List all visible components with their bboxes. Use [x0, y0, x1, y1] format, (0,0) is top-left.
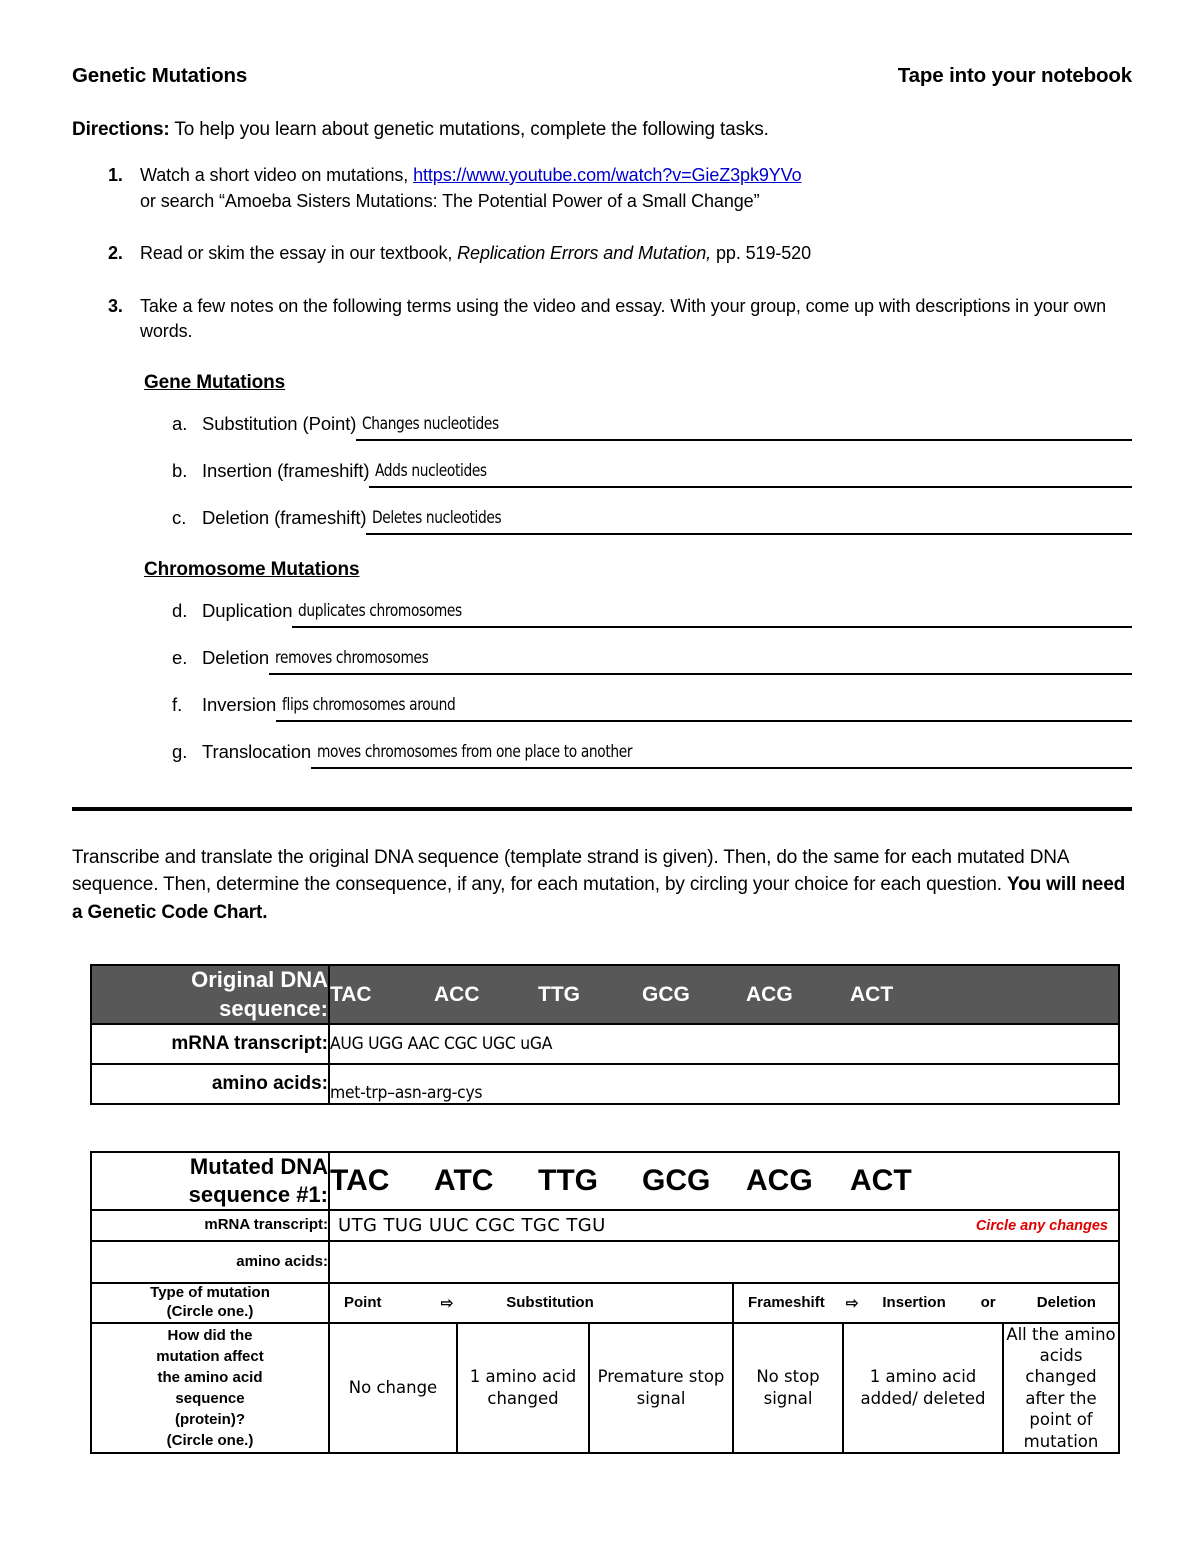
option-group-frameshift: [734, 1294, 1118, 1312]
effect-question-label: [91, 1323, 329, 1454]
codon-row: [330, 983, 1118, 1007]
item-letter: b.: [172, 459, 188, 481]
task-list: [72, 163, 1132, 345]
effect-option-no-stop[interactable]: No stop signal: [733, 1323, 843, 1454]
page-content: [72, 64, 1132, 1454]
handwritten-answer: moves chromosomes from one place to another: [317, 741, 633, 762]
codon: ACG: [746, 982, 793, 1006]
task-number: 1.: [108, 165, 123, 185]
arrow-right-icon: ⇨: [440, 1294, 454, 1312]
header-note: Tape into your notebook: [897, 64, 1132, 87]
item-term: Insertion (frameshift): [202, 459, 370, 481]
gene-mutations-heading: Gene Mutations: [144, 371, 286, 393]
directions-paragraph: [72, 119, 1132, 141]
item-letter: c.: [172, 506, 187, 528]
table-row: [91, 1152, 1119, 1210]
effect-label-line: How did the: [167, 1326, 253, 1344]
handwritten-answer: Adds nucleotides: [375, 460, 488, 481]
task-item-2: [72, 241, 1132, 267]
codon: GCG: [642, 1163, 711, 1197]
type-label-line1: Type of mutation: [150, 1284, 270, 1301]
option-frameshift[interactable]: Frameshift: [748, 1294, 825, 1312]
codon: TTG: [538, 982, 580, 1006]
item-term: Deletion (frameshift): [202, 506, 367, 528]
instructions-paragraph: [72, 844, 1132, 927]
item-letter: f.: [172, 693, 183, 715]
mrna-line: [338, 1215, 1118, 1236]
list-item: [172, 725, 1132, 769]
answer-blank[interactable]: [311, 723, 1132, 769]
amino-acids-value: met-trp–asn-arg-cys: [330, 1082, 483, 1103]
answer-blank[interactable]: [276, 676, 1132, 722]
item-term: Inversion: [202, 693, 277, 715]
handwritten-answer: Deletes nucleotides: [372, 507, 502, 528]
gene-mutations-list: [72, 397, 1132, 535]
page-title: Genetic Mutations: [72, 64, 248, 87]
paragraph-text: Transcribe and translate the original DNA sequence (template strand is given). Then, do the same for each mutated DNA sequence. Then, determine the consequence, if any, for each mutation, by circling your choice for each question.: [72, 846, 1069, 896]
mrna-transcript-label: mRNA transcript:: [91, 1024, 329, 1064]
codon: TTG: [538, 1163, 598, 1197]
list-item: [172, 678, 1132, 722]
effect-label-line: sequence: [175, 1389, 245, 1407]
task-item-1: [72, 163, 1132, 214]
original-dna-title: [91, 965, 329, 1023]
task-number: 2.: [108, 243, 123, 264]
codon: ACT: [850, 982, 894, 1006]
table-row: [91, 1241, 1119, 1283]
option-deletion[interactable]: Deletion: [1036, 1294, 1096, 1312]
effect-option-one-amino-added[interactable]: 1 amino acid added/ deleted: [843, 1323, 1003, 1454]
list-item: [172, 397, 1132, 441]
item-letter: e.: [172, 646, 188, 668]
handwritten-answer: removes chromosomes: [275, 647, 429, 668]
mutated-dna-table: [90, 1151, 1120, 1454]
codon: ACT: [850, 1163, 912, 1197]
task-text: Watch a short video on mutations,: [140, 165, 414, 185]
handwritten-answer: flips chromosomes around: [282, 694, 456, 715]
paragraph-bold: You will need a Genetic Code Chart.: [72, 874, 1126, 923]
table-row: [91, 1283, 1119, 1323]
mutated-dna-codons: [329, 1152, 1119, 1210]
table-row: [91, 1323, 1119, 1454]
table-row: [91, 1024, 1119, 1064]
type-options-right[interactable]: [733, 1283, 1119, 1323]
codon: ACC: [434, 982, 480, 1006]
option-or: or: [980, 1294, 996, 1312]
mutated-mrna-value-cell[interactable]: [329, 1210, 1119, 1241]
answer-blank[interactable]: [356, 395, 1132, 441]
chromosome-mutations-heading: Chromosome Mutations: [144, 558, 360, 580]
mutated-mrna-value: UTG TUG UUC CGC TGC TGU: [338, 1215, 606, 1236]
task-number: 3.: [108, 295, 123, 316]
effect-label-line: (protein)?: [175, 1410, 245, 1428]
effect-label-line: mutation affect: [156, 1347, 264, 1365]
type-of-mutation-label: [91, 1283, 329, 1323]
section-divider: [72, 807, 1132, 811]
list-item: [172, 491, 1132, 535]
task-item-3: [72, 294, 1132, 345]
type-options-left[interactable]: [329, 1283, 733, 1323]
item-letter: g.: [172, 740, 188, 762]
item-letter: d.: [172, 599, 188, 621]
codon-row: [330, 1164, 1118, 1198]
option-insertion[interactable]: Insertion: [882, 1294, 946, 1312]
directions-text: To help you learn about genetic mutations, complete the following tasks.: [169, 119, 769, 140]
table-row: [91, 1064, 1119, 1104]
mrna-transcript-value: AUG UGG AAC CGC UGC uGA: [330, 1033, 553, 1054]
mrna-transcript-value-cell[interactable]: [329, 1024, 1119, 1064]
option-point[interactable]: Point: [344, 1294, 382, 1312]
mutated-dna-title: [91, 1152, 329, 1210]
item-term: Duplication: [202, 599, 293, 621]
type-label-line2: (Circle one.): [166, 1302, 254, 1320]
task-subtext: or search “Amoeba Sisters Mutations: The Potential Power of a Small Change”: [140, 190, 760, 211]
task-text: Read or skim the essay in our textbook,: [140, 243, 458, 264]
codon: TAC: [330, 982, 372, 1006]
answer-blank[interactable]: [292, 582, 1132, 628]
table-row: [91, 1210, 1119, 1241]
chromosome-mutations-list: [72, 584, 1132, 769]
effect-option-one-amino-changed[interactable]: 1 amino acid changed: [457, 1323, 589, 1454]
effect-option-all-changed[interactable]: All the amino acids changed after the point of mutation: [1003, 1323, 1119, 1454]
original-dna-title-text: Original DNA sequence:: [191, 967, 328, 1021]
handwritten-answer: duplicates chromosomes: [298, 600, 463, 621]
table-row: [91, 965, 1119, 1023]
mutated-amino-label: amino acids:: [91, 1241, 329, 1283]
item-term: Deletion: [202, 646, 270, 668]
handwritten-answer: Changes nucleotides: [362, 413, 500, 434]
mutated-amino-value-cell[interactable]: [329, 1241, 1119, 1283]
list-item: [172, 444, 1132, 488]
document-header: [72, 64, 1132, 88]
codon: ATC: [434, 1163, 494, 1197]
amino-acids-value-cell[interactable]: [329, 1064, 1119, 1104]
list-item: [172, 631, 1132, 675]
item-letter: a.: [172, 412, 188, 434]
task-text: Take a few notes on the following terms using the video and essay. With your group, come up with descriptions in your own words.: [140, 295, 1107, 342]
mutated-mrna-label: mRNA transcript:: [91, 1210, 329, 1241]
answer-blank[interactable]: [366, 489, 1132, 535]
original-dna-table: [90, 964, 1120, 1104]
effect-option-no-change[interactable]: No change: [329, 1323, 457, 1454]
codon: GCG: [642, 982, 690, 1006]
textbook-title: Replication Errors and Mutation,: [457, 243, 712, 264]
list-item: [172, 584, 1132, 628]
mutated-dna-title-text: Mutated DNA sequence #1:: [188, 1153, 328, 1207]
item-term: Translocation: [202, 740, 312, 762]
answer-blank[interactable]: [269, 629, 1132, 675]
amino-acids-label: amino acids:: [91, 1064, 329, 1104]
youtube-link[interactable]: https://www.youtube.com/watch?v=GieZ3pk9YVo: [413, 165, 802, 185]
answer-blank[interactable]: [369, 442, 1132, 488]
directions-label: Directions:: [72, 119, 170, 140]
item-term: Substitution (Point): [202, 412, 357, 434]
circle-changes-note: Circle any changes: [975, 1217, 1108, 1234]
arrow-right-icon: ⇨: [845, 1294, 859, 1312]
task-pages: pp. 519-520: [711, 243, 811, 264]
option-substitution[interactable]: Substitution: [506, 1294, 594, 1312]
effect-label-line: the amino acid: [157, 1368, 263, 1386]
codon: TAC: [330, 1163, 390, 1197]
effect-label-line: (Circle one.): [166, 1431, 254, 1449]
option-group-point: [330, 1294, 732, 1312]
effect-option-premature-stop[interactable]: Premature stop signal: [589, 1323, 733, 1454]
original-dna-codons: [329, 965, 1119, 1023]
codon: ACG: [746, 1163, 813, 1197]
